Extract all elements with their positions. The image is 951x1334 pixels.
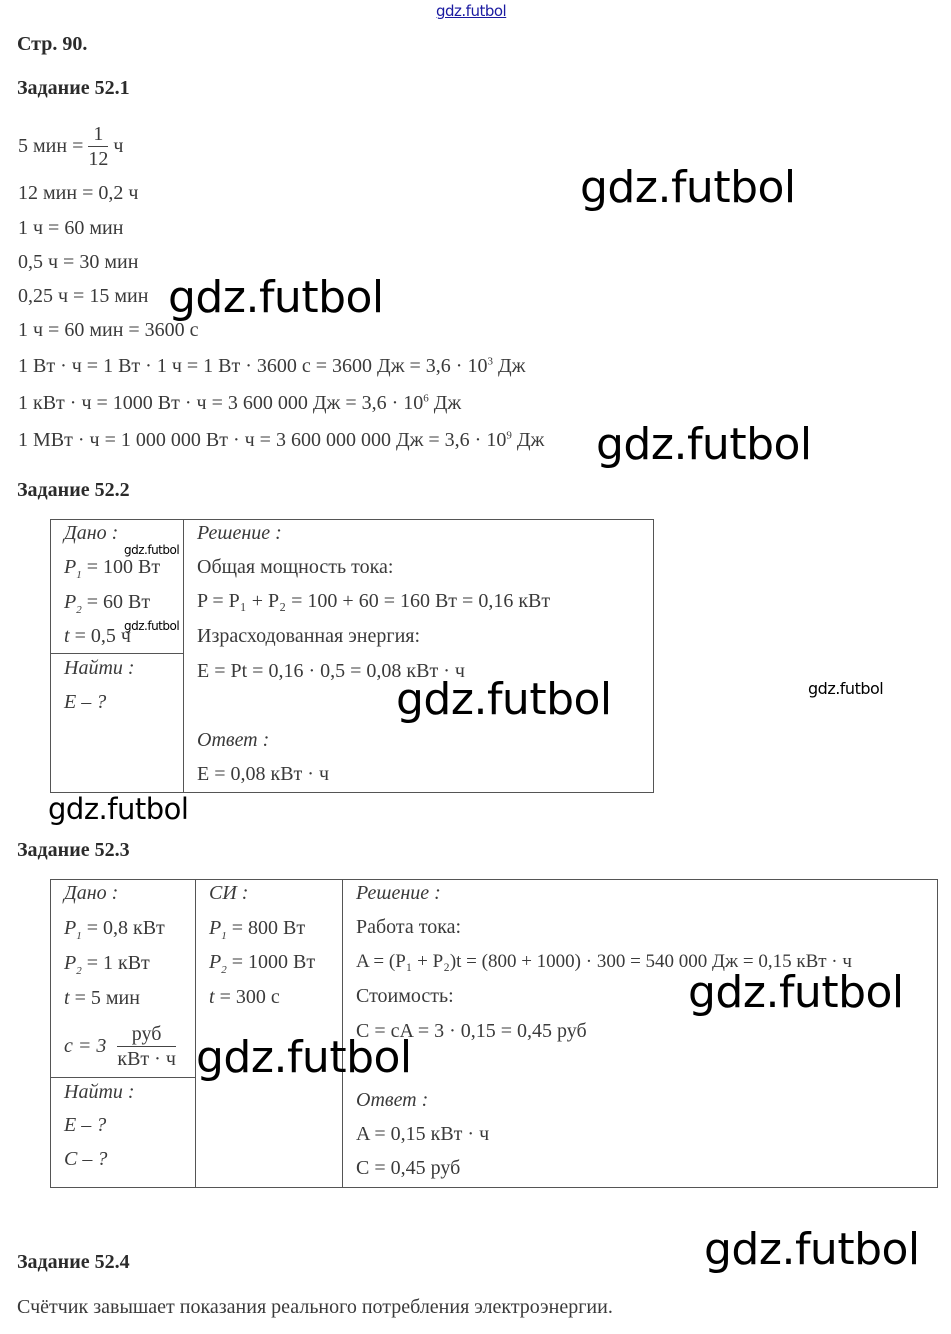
watermark: gdz.futbol: [124, 543, 180, 557]
task-52-3-find-2: C – ?: [64, 1148, 108, 1170]
task-52-2-given-divider: [50, 653, 183, 654]
task-52-2-answer: E = 0,08 кВт · ч: [197, 763, 330, 785]
task-52-3-s1: Работа тока:: [356, 916, 462, 938]
task-52-3-answer-2: C = 0,45 руб: [356, 1157, 461, 1179]
task-52-1-line3: 1 ч = 60 мин: [18, 217, 124, 239]
page-label: Стр. 90.: [17, 33, 88, 55]
task-52-3-given-c: c = 3 $\frac{\text{руб}}{\text{кВт · ч}}$: [64, 1023, 176, 1070]
task-52-2-answer-label: Ответ :: [197, 729, 270, 751]
task-52-1-line9: 1 МВт · ч = 1 000 000 Вт · ч = 3 600 000 000 Дж = $3,6 \cdot 10^9$ Дж: [18, 429, 545, 451]
task-52-3-si-t: t = 300 с: [209, 986, 280, 1008]
task-52-1-line5: 0,25 ч = 15 мин: [18, 285, 149, 307]
task-52-1-line1: 5 мин = $\frac{1}{12}$ ч: [18, 123, 124, 170]
task-52-2-s4: E = Pt = 0,16 · 0,5 = 0,08 кВт · ч: [197, 660, 465, 682]
task-52-2-find-label: Найти :: [64, 657, 135, 679]
task-52-3-given-label: Дано :: [64, 882, 119, 904]
task-52-3-si-p2: $P_2 = 1000$ Вт: [209, 951, 316, 976]
watermark: gdz.futbol: [196, 1032, 412, 1083]
task-52-2-find: E – ?: [64, 691, 107, 713]
watermark: gdz.futbol: [396, 674, 612, 725]
task-52-3-given-t: t = 5 мин: [64, 987, 140, 1009]
task-52-3-solution-label: Решение :: [356, 882, 441, 904]
task-52-2-given-p1: $P_1 = 100$ Вт: [64, 556, 161, 581]
task-52-2-s2: P = P₁ + P₂ = 100 + 60 = 160 Вт = 0,16 кВт: [197, 590, 551, 612]
task-52-2-given-p2: $P_2 = 60$ Вт: [64, 591, 151, 616]
task-52-4-heading: Задание 52.4: [17, 1251, 130, 1273]
task-52-3-s4: C = cA = 3 · 0,15 = 0,45 руб: [356, 1020, 587, 1042]
task-52-3-answer-label: Ответ :: [356, 1089, 429, 1111]
task-52-1-line8: 1 кВт · ч = 1000 Вт · ч = 3 600 000 Дж = $3,6 \cdot 10^6$ Дж: [18, 392, 462, 414]
watermark: gdz.futbol: [808, 679, 884, 698]
watermark: gdz.futbol: [596, 419, 812, 470]
task-52-3-s2: A = (P₁ + P₂)t = (800 + 1000) · 300 = 540 000 Дж = 0,15 кВт · ч: [356, 951, 852, 972]
task-52-2-given-t: t = 0,5 ч: [64, 625, 131, 647]
task-52-3-s3: Стоимость:: [356, 985, 454, 1007]
task-52-3-given-p1: $P_1 = 0,8$ кВт: [64, 917, 165, 942]
task-52-3-si-label: СИ :: [209, 882, 249, 904]
watermark: gdz.futbol: [168, 272, 384, 323]
task-52-2-given-label: Дано :: [64, 522, 119, 544]
watermark: gdz.futbol: [124, 619, 180, 633]
task-52-3-heading: Задание 52.3: [17, 839, 130, 861]
task-52-3-given-p2: $P_2 = 1$ кВт: [64, 952, 150, 977]
task-52-2-heading: Задание 52.2: [17, 479, 130, 501]
task-52-3-answer-1: A = 0,15 кВт · ч: [356, 1123, 490, 1145]
watermark-top[interactable]: gdz.futbol: [436, 2, 507, 20]
task-52-4-text: Счётчик завышает показания реального потребления электроэнергии.: [17, 1296, 613, 1318]
task-52-3-find-1: E – ?: [64, 1114, 107, 1136]
watermark: gdz.futbol: [704, 1224, 920, 1275]
watermark: gdz.futbol: [48, 792, 189, 826]
watermark: gdz.futbol: [688, 967, 904, 1018]
task-52-2-s3: Израсходованная энергия:: [197, 625, 421, 647]
task-52-3-given-divider: [50, 1077, 195, 1078]
task-52-2-solution-label: Решение :: [197, 522, 282, 544]
task-52-1-line4: 0,5 ч = 30 мин: [18, 251, 139, 273]
task-52-1-heading: Задание 52.1: [17, 77, 130, 99]
watermark: gdz.futbol: [580, 162, 796, 213]
task-52-2-s1: Общая мощность тока:: [197, 556, 394, 578]
task-52-3-find-label: Найти :: [64, 1081, 135, 1103]
task-52-2-divider: [183, 519, 184, 792]
task-52-1-line7: 1 Вт · ч = 1 Вт · 1 ч = 1 Вт · 3600 с = 3600 Дж = $3,6 \cdot 10^3$ Дж: [18, 355, 526, 377]
task-52-1-line2: 12 мин = 0,2 ч: [18, 182, 139, 204]
task-52-3-si-p1: $P_1 = 800$ Вт: [209, 917, 306, 942]
task-52-1-line6: 1 ч = 60 мин = 3600 с: [18, 319, 199, 341]
